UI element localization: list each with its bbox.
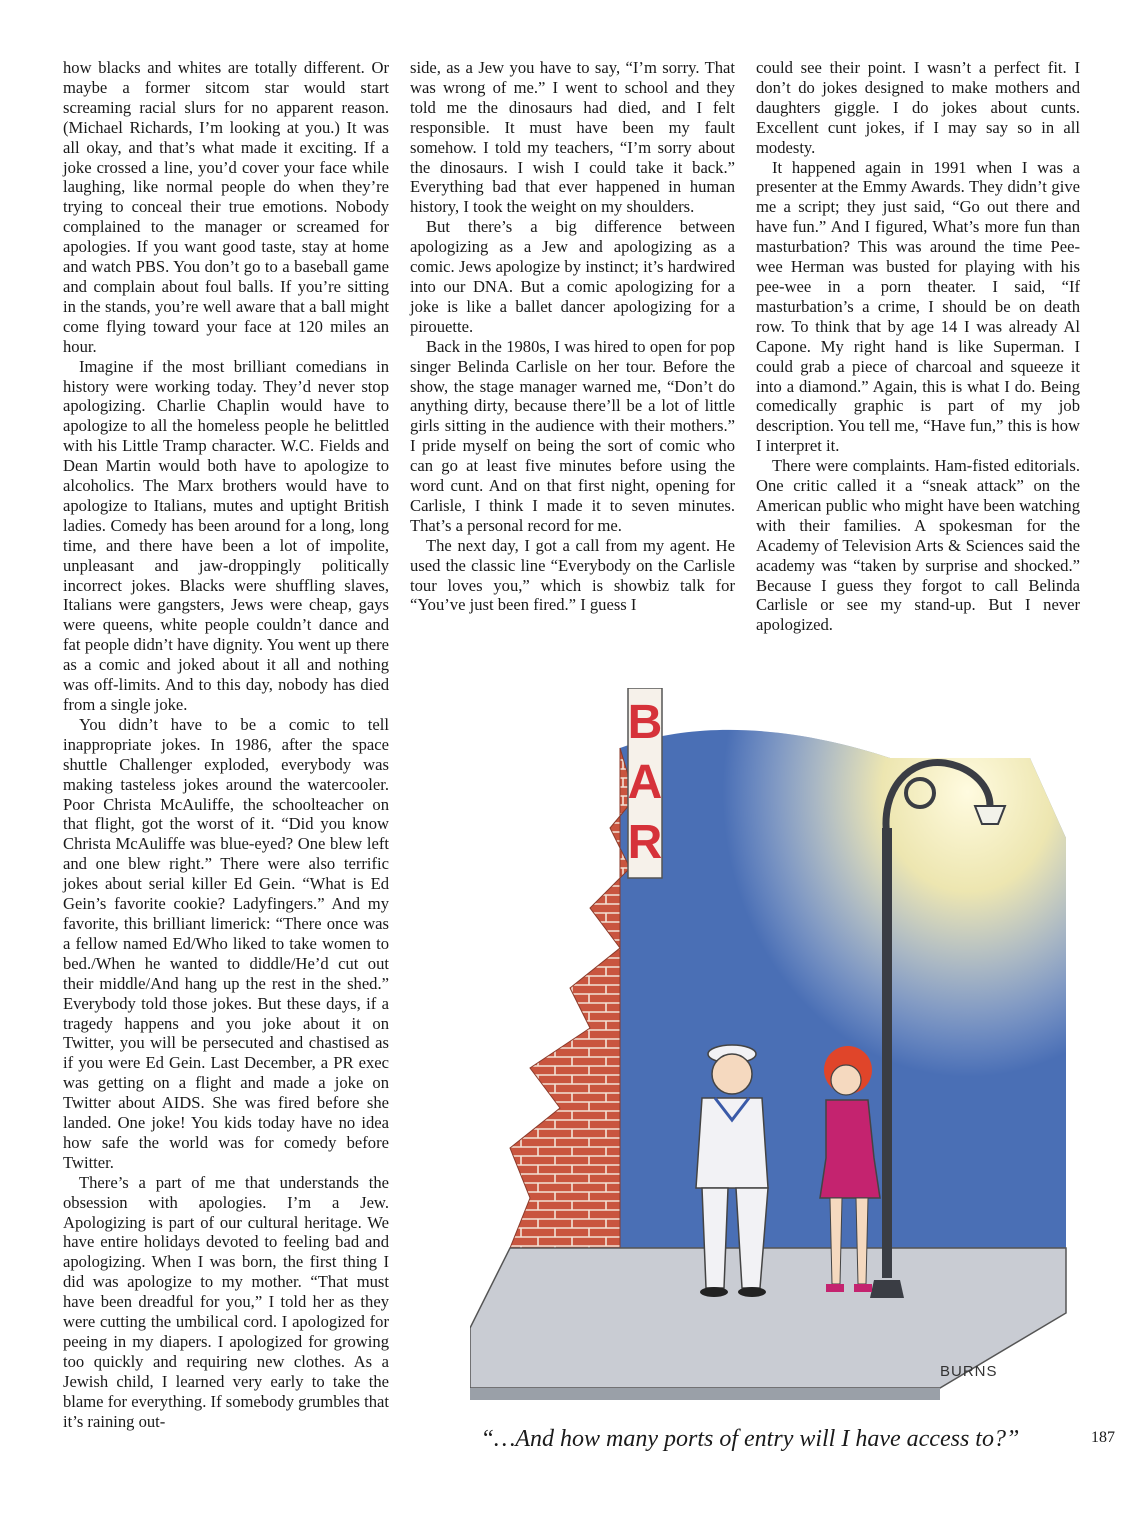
paragraph: The next day, I got a call from my agent. He used the classic line “Everybody on the Carlisle tour loves you,” which is showbiz talk for “You’ve just been fired.” I guess I bbox=[410, 535, 735, 615]
bar-sign-letter: R bbox=[627, 816, 663, 869]
paragraph: Back in the 1980s, I was hired to open for pop singer Belinda Carlisle on her tour. Before the show, the stage manager warned me, “Don’t do anything dirty, because there’ll be a lot of little girls sitting in the audience with their mothers.” I pride myself on being the sort of comic who can go at least five minutes before using the word cunt. And on that first night, opening for Carlisle, I think I made it to seven minutes. That’s a personal record for me. bbox=[410, 336, 735, 535]
paragraph: There were complaints. Ham-fisted editorials. One critic called it a “sneak attack” on the American public who might have been watching with their families. A spokesman for the Academy of Television Arts & Sciences said the academy was “taken by surprise and shocked.” Because I guess they forgot to call Belinda Carlisle or see my stand-up. But I never apologized. bbox=[756, 456, 1080, 635]
cartoon-illustration bbox=[470, 688, 1082, 1410]
artist-signature: BURNS bbox=[940, 1363, 998, 1380]
paragraph: how blacks and whites are totally different. Or maybe a former sitcom star would start screaming racial slurs for no apparent reason. (Michael Richards, I’m looking at you.) It was all okay, and that’s what made it exciting. If a joke crossed a line, you’d cover your face while laughing, like normal people do when they’re trying to conceal their true emotions. Nobody complained to the manager or screamed for apologies. If you want good taste, stay at home and watch PBS. You don’t go to a baseball game and complain about foul balls. If you’re sitting in the stands, you’re well aware that a ball might come flying toward your face at 120 miles an hour. bbox=[63, 58, 389, 356]
bar-sign-letter: B bbox=[627, 696, 663, 749]
paragraph: It happened again in 1991 when I was a presenter at the Emmy Awards. They didn’t give me a script; they just said, “Go out there and have fun.” And I figured, What’s more fun than masturbation? This was around the time Pee-wee Herman was busted for playing with his pee-wee in a porn theater. I said, “If masturbation’s a crime, I should be on death row. To think that by age 14 I was already Al Capone. My right hand is like Superman. I could grab a piece of charcoal and squeeze it into a diamond.” Again, this is what I do. Being comedically graphic is part of my job description. You tell me, “Have fun,” this is how I interpret it. bbox=[756, 157, 1080, 456]
paragraph: But there’s a big difference between apologizing as a Jew and apologizing as a comic. Jews apologize by instinct; it’s hardwired into our DNA. But a comic apologizing for a joke is like a ballet dancer apologizing for a pirouette. bbox=[410, 217, 735, 336]
paragraph: side, as a Jew you have to say, “I’m sorry. That was wrong of me.” I went to school and they told me the dinosaurs had died, and I felt responsible. It must have been my fault somehow. I told my teachers, “I’m sorry about the dinosaurs. I wish I could take it back.” Everything bad that ever happened in human history, I took the weight on my shoulders. bbox=[410, 58, 735, 217]
paragraph: Imagine if the most brilliant comedians in history were working today. They’d never stop apologizing. Charlie Chaplin would have to apologize to all the homeless people he belittled with his Little Tramp character. W.C. Fields and Dean Martin would both have to apologize to alcoholics. The Marx brothers would have to apologize to Italians, mutes and uptight British ladies. Comedy has been around for a long, long time, and there have been a lot of impolite, unpleasant and jaw-droppingly politically incorrect jokes. Blacks were shuffling slaves, Italians were gangsters, Jews were cheap, gays were queens, white people couldn’t dance and fat people didn’t have dignity. You went up there as a comic and joked about it all and nothing was off-limits. And to this day, nobody has died from a single joke. bbox=[63, 356, 389, 714]
page-number: 187 bbox=[1091, 1429, 1115, 1446]
text-column-2 bbox=[410, 58, 735, 615]
text-column-1 bbox=[63, 58, 389, 1432]
paragraph: There’s a part of me that understands the obsession with apologies. I’m a Jew. Apologizing is part of our cultural heritage. We have entire holidays devoted to feeling bad and apologizing. When I was born, the first thing I did was apologize to my mother. “That must have been dreadful for you,” I told her as they were cutting the umbilical cord. I apologized for peeing in my diapers. I apologized for growing too quickly and requiring new clothes. As a Jewish child, I learned very early to take the blame for everything. If somebody grumbles that it’s raining out- bbox=[63, 1172, 389, 1431]
cartoon-caption: “…And how many ports of entry will I have access to?” bbox=[480, 1426, 1020, 1452]
brick-wall bbox=[510, 748, 635, 1248]
paragraph: You didn’t have to be a comic to tell inappropriate jokes. In 1986, after the space shuttle Challenger exploded, everybody was making tasteless jokes around the watercooler. Poor Christa McAuliffe, the schoolteacher on that flight, got the worst of it. “Did you know Christa McAuliffe was blue-eyed? One blew left and one blew right.” There were also terrific jokes about serial killer Ed Gein. “What is Ed Gein’s favorite cookie? Ladyfingers.” And my favorite, this brilliant limerick: “There once was a fellow named Ed/Who liked to take women to bed./When he wanted to diddle/He’d cut out their middle/And hang up the rest in the shed.” Everybody told those jokes. But these days, if a tragedy happens and you joke about it on Twitter, you will be persecuted and chastised as if you were Ed Gein. Last December, a PR exec was getting on a flight and made a joke on Twitter about AIDS. She was fired before she landed. One joke! You kids today have no idea how safe the world was for comedy before Twitter. bbox=[63, 714, 389, 1172]
bar-sign-letter: A bbox=[627, 756, 663, 809]
text-column-3 bbox=[756, 58, 1080, 635]
paragraph: could see their point. I wasn’t a perfect fit. I don’t do jokes designed to make mothers and daughters giggle. I do jokes about cunts. Excellent cunt jokes, if I may say so in all modesty. bbox=[756, 58, 1080, 157]
